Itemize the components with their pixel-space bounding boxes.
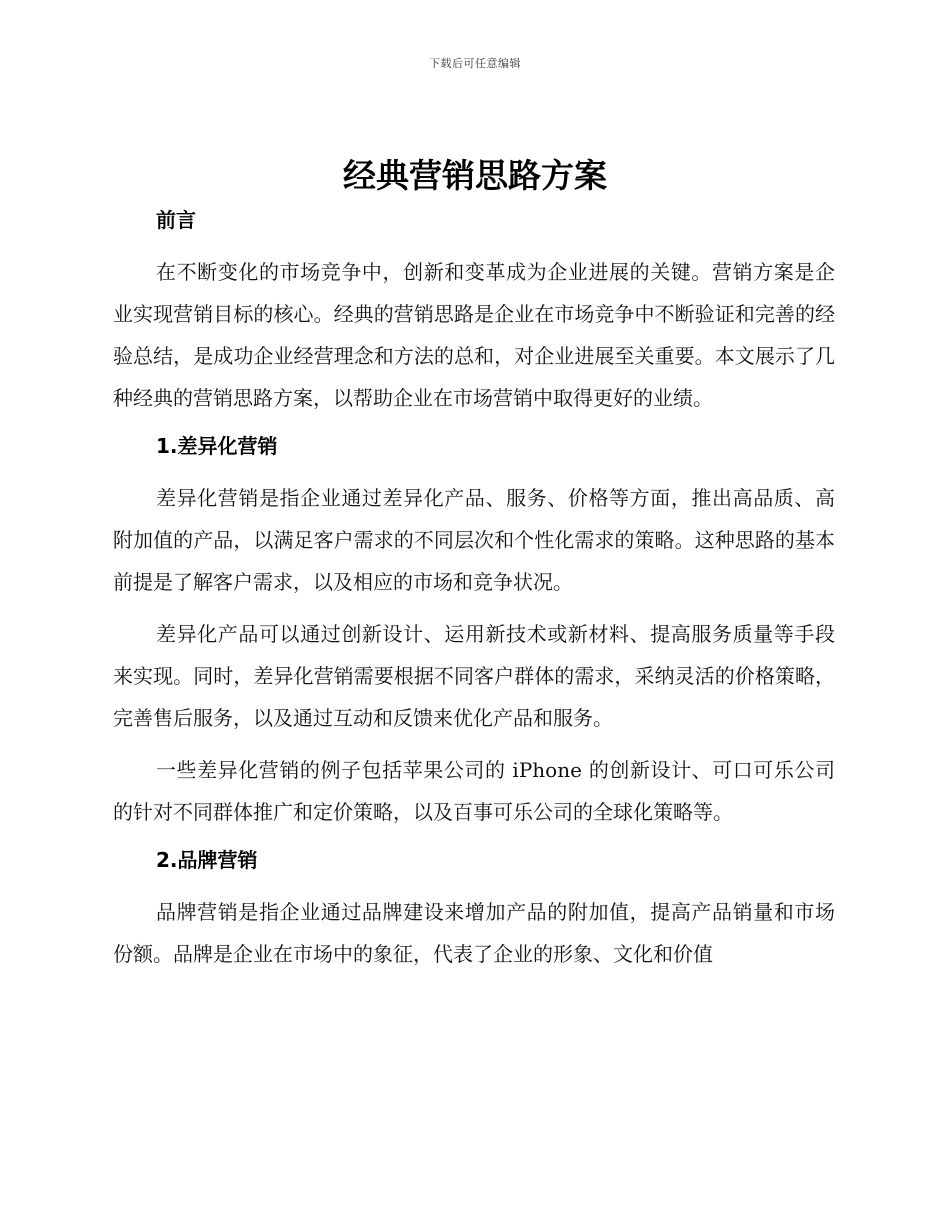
paragraph: 一些差异化营销的例子包括苹果公司的 iPhone 的创新设计、可口可乐公司的针对不同群体推广和定价策略，以及百事可乐公司的全球化策略等。 <box>113 758 835 824</box>
section-heading-differentiation: 1.差异化营销 <box>156 434 278 458</box>
paragraph: 差异化营销是指企业通过差异化产品、服务、价格等方面，推出高品质、高附加值的产品，以满足客户需求的不同层次和个性化需求的策略。这种思路的基本前提是了解客户需求，以及相应的市场和竞争状况。 <box>113 486 835 594</box>
document-body <box>113 203 835 975</box>
header-note: 下载后可任意编辑 <box>429 57 521 70</box>
paragraph: 差异化产品可以通过创新设计、运用新技术或新材料、提高服务质量等手段来实现。同时，差异化营销需要根据不同客户群体的需求，采纳灵活的价格策略，完善售后服务，以及通过互动和反馈来优化产品和服务。 <box>113 622 835 730</box>
section-heading-brand: 2.品牌营销 <box>156 848 258 872</box>
document-title: 经典营销思路方案 <box>343 156 607 195</box>
paragraph: 品牌营销是指企业通过品牌建设来增加产品的附加值，提高产品销量和市场份额。品牌是企业在市场中的象征，代表了企业的形象、文化和价值 <box>113 900 835 966</box>
paragraph: 在不断变化的市场竞争中，创新和变革成为企业进展的关键。营销方案是企业实现营销目标的核心。经典的营销思路是企业在市场竞争中不断验证和完善的经验总结，是成功企业经营理念和方法的总和，对企业进展至关重要。本文展示了几种经典的营销思路方案，以帮助企业在市场营销中取得更好的业绩。 <box>113 260 835 410</box>
section-heading-intro: 前言 <box>156 208 196 232</box>
